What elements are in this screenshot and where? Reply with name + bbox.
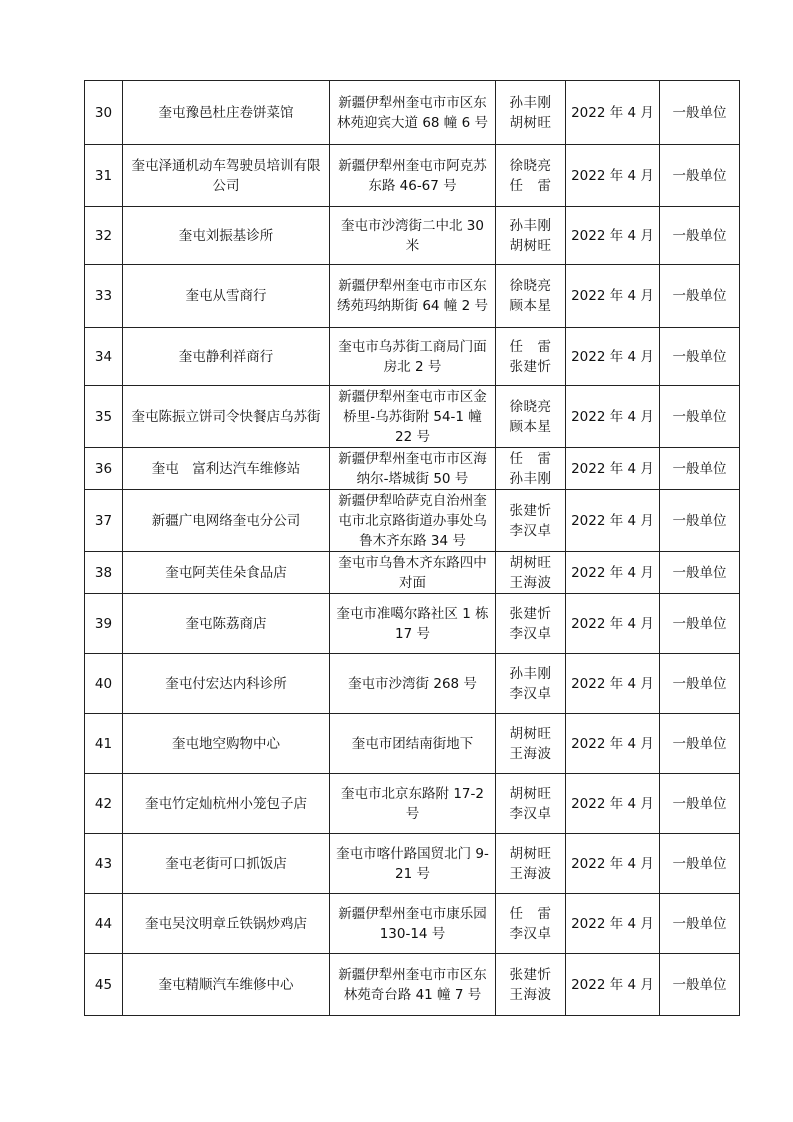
- unit-type: 一般单位: [660, 714, 740, 774]
- unit-type: 一般单位: [660, 207, 740, 265]
- inspectors: [496, 894, 566, 954]
- row-number: 35: [85, 386, 123, 448]
- unit-address: [330, 714, 496, 774]
- unit-name: 奎屯豫邑杜庄卷饼菜馆: [123, 81, 330, 145]
- address-text: 新疆伊犁州奎屯市康乐园 130-14 号: [338, 905, 487, 942]
- inspector-name: 胡树旺: [509, 554, 552, 571]
- unit-type: 一般单位: [660, 954, 740, 1016]
- unit-name: 奎屯精顺汽车维修中心: [123, 954, 330, 1016]
- unit-name: 奎屯刘振基诊所: [123, 207, 330, 265]
- unit-address: [330, 145, 496, 207]
- address-text: 奎屯市喀什路国贸北门 9-21 号: [336, 845, 489, 882]
- row-number: 31: [85, 145, 123, 207]
- inspectors: [496, 552, 566, 594]
- inspection-date: 2022 年 4 月: [566, 81, 660, 145]
- address-text: 奎屯市沙湾街二中北 30 米: [341, 217, 484, 254]
- table-row: [85, 265, 740, 328]
- unit-name: 奎屯付宏达内科诊所: [123, 654, 330, 714]
- unit-name: 奎屯静利祥商行: [123, 328, 330, 386]
- inspection-date: 2022 年 4 月: [566, 834, 660, 894]
- unit-address: [330, 386, 496, 448]
- unit-type: 一般单位: [660, 328, 740, 386]
- unit-address: [330, 448, 496, 490]
- inspector-name: 王海波: [509, 745, 552, 762]
- inspector-name: 任 雷: [509, 905, 552, 922]
- inspection-date: 2022 年 4 月: [566, 448, 660, 490]
- inspector-name: 胡树旺: [509, 114, 552, 131]
- inspection-date: 2022 年 4 月: [566, 594, 660, 654]
- unit-type: 一般单位: [660, 594, 740, 654]
- inspector-name: 任 雷: [509, 177, 552, 194]
- inspector-name: 李汉卓: [509, 625, 552, 642]
- inspection-date: 2022 年 4 月: [566, 490, 660, 552]
- inspectors: [496, 145, 566, 207]
- table-row: [85, 386, 740, 448]
- unit-address: [330, 594, 496, 654]
- inspection-date: 2022 年 4 月: [566, 145, 660, 207]
- unit-type: 一般单位: [660, 654, 740, 714]
- unit-type: 一般单位: [660, 552, 740, 594]
- inspector-name: 王海波: [509, 986, 552, 1003]
- table-row: [85, 654, 740, 714]
- inspector-name: 孙丰刚: [509, 470, 552, 487]
- inspector-name: 任 雷: [509, 338, 552, 355]
- address-text: 新疆伊犁州奎屯市市区金桥里-乌苏街附 54-1 幢 22 号: [338, 388, 487, 445]
- unit-address: [330, 954, 496, 1016]
- inspectors: [496, 207, 566, 265]
- unit-address: [330, 207, 496, 265]
- inspector-name: 李汉卓: [509, 805, 552, 822]
- inspector-name: 孙丰刚: [509, 665, 552, 682]
- address-text: 新疆伊犁州奎屯市市区东绣苑玛纳斯街 64 幢 2 号: [337, 278, 488, 314]
- row-number: 30: [85, 81, 123, 145]
- inspection-date: 2022 年 4 月: [566, 774, 660, 834]
- inspection-date: 2022 年 4 月: [566, 954, 660, 1016]
- row-number: 42: [85, 774, 123, 834]
- unit-name: 奎屯地空购物中心: [123, 714, 330, 774]
- unit-name: 奎屯 富利达汽车维修站: [123, 448, 330, 490]
- row-number: 32: [85, 207, 123, 265]
- unit-name: 新疆广电网络奎屯分公司: [123, 490, 330, 552]
- inspectors: [496, 594, 566, 654]
- table-row: [85, 594, 740, 654]
- unit-registry-table: [84, 80, 740, 1016]
- unit-type: 一般单位: [660, 145, 740, 207]
- unit-name: 奎屯竹定灿杭州小笼包子店: [123, 774, 330, 834]
- row-number: 33: [85, 265, 123, 328]
- unit-name: 奎屯老街可口抓饭店: [123, 834, 330, 894]
- unit-name: 奎屯陈荔商店: [123, 594, 330, 654]
- address-text: 新疆伊犁州奎屯市市区东林苑迎宾大道 68 幢 6 号: [337, 94, 488, 131]
- unit-name: 奎屯泽通机动车驾驶员培训有限公司: [123, 145, 330, 207]
- row-number: 45: [85, 954, 123, 1016]
- inspectors: [496, 654, 566, 714]
- inspector-name: 王海波: [509, 865, 552, 882]
- address-text: 奎屯市准噶尔路社区 1 栋 17 号: [336, 605, 489, 642]
- row-number: 40: [85, 654, 123, 714]
- address-text: 新疆伊犁州奎屯市市区海纳尔-塔城街 50 号: [338, 450, 487, 487]
- table-row: [85, 328, 740, 386]
- inspector-name: 任 雷: [509, 450, 552, 467]
- inspectors: [496, 954, 566, 1016]
- unit-name: 奎屯阿芙佳朵食品店: [123, 552, 330, 594]
- unit-type: 一般单位: [660, 386, 740, 448]
- unit-type: 一般单位: [660, 81, 740, 145]
- address-text: 新疆伊犁州奎屯市阿克苏东路 46-67 号: [338, 157, 487, 194]
- row-number: 37: [85, 490, 123, 552]
- inspector-name: 胡树旺: [509, 845, 552, 862]
- inspector-name: 徐晓亮: [509, 157, 552, 174]
- unit-name: 奎屯陈振立饼司令快餐店乌苏街: [123, 386, 330, 448]
- address-text: 奎屯市北京东路附 17-2 号: [341, 785, 484, 822]
- inspectors: [496, 265, 566, 328]
- table-row: [85, 774, 740, 834]
- inspector-name: 张建忻: [509, 966, 552, 983]
- address-text: 奎屯市团结南街地下: [351, 735, 474, 752]
- inspection-date: 2022 年 4 月: [566, 552, 660, 594]
- unit-type: 一般单位: [660, 774, 740, 834]
- table-row: [85, 145, 740, 207]
- inspectors: [496, 328, 566, 386]
- inspection-date: 2022 年 4 月: [566, 654, 660, 714]
- row-number: 41: [85, 714, 123, 774]
- inspectors: [496, 834, 566, 894]
- row-number: 36: [85, 448, 123, 490]
- table-row: [85, 448, 740, 490]
- inspection-date: 2022 年 4 月: [566, 894, 660, 954]
- unit-type: 一般单位: [660, 448, 740, 490]
- inspectors: [496, 448, 566, 490]
- table-row: [85, 207, 740, 265]
- table-row: [85, 894, 740, 954]
- address-text: 奎屯市沙湾街 268 号: [348, 675, 477, 692]
- unit-address: [330, 894, 496, 954]
- unit-name: 奎屯从雪商行: [123, 265, 330, 328]
- inspector-name: 徐晓亮: [509, 398, 552, 415]
- table-row: [85, 954, 740, 1016]
- inspectors: [496, 774, 566, 834]
- inspector-name: 胡树旺: [509, 785, 552, 802]
- inspector-name: 胡树旺: [509, 237, 552, 254]
- inspector-name: 孙丰刚: [509, 94, 552, 111]
- address-text: 新疆伊犁州奎屯市市区东林苑奇台路 41 幢 7 号: [338, 966, 487, 1003]
- inspector-name: 李汉卓: [509, 685, 552, 702]
- unit-name: 奎屯吴汶明章丘铁锅炒鸡店: [123, 894, 330, 954]
- row-number: 43: [85, 834, 123, 894]
- inspection-date: 2022 年 4 月: [566, 265, 660, 328]
- inspector-name: 李汉卓: [509, 925, 552, 942]
- inspector-name: 李汉卓: [509, 522, 552, 539]
- inspector-name: 张建忻: [509, 358, 552, 375]
- inspector-name: 张建忻: [509, 605, 552, 622]
- inspector-name: 王海波: [509, 574, 552, 591]
- unit-address: [330, 81, 496, 145]
- inspector-name: 张建忻: [509, 502, 552, 519]
- inspection-date: 2022 年 4 月: [566, 207, 660, 265]
- address-text: 奎屯市乌鲁木齐东路四中对面: [338, 554, 487, 591]
- table-row: [85, 490, 740, 552]
- unit-type: 一般单位: [660, 265, 740, 328]
- table-row: [85, 81, 740, 145]
- table-row: [85, 552, 740, 594]
- inspectors: [496, 490, 566, 552]
- inspectors: [496, 81, 566, 145]
- row-number: 34: [85, 328, 123, 386]
- unit-address: [330, 490, 496, 552]
- row-number: 38: [85, 552, 123, 594]
- inspection-date: 2022 年 4 月: [566, 328, 660, 386]
- unit-type: 一般单位: [660, 490, 740, 552]
- unit-type: 一般单位: [660, 894, 740, 954]
- unit-type: 一般单位: [660, 834, 740, 894]
- row-number: 39: [85, 594, 123, 654]
- inspector-name: 孙丰刚: [509, 217, 552, 234]
- inspection-date: 2022 年 4 月: [566, 386, 660, 448]
- unit-address: [330, 552, 496, 594]
- registry-table-body: [85, 81, 740, 1016]
- inspector-name: 徐晓亮: [509, 278, 552, 294]
- inspector-name: 顾本星: [509, 418, 552, 435]
- inspector-name: 胡树旺: [509, 725, 552, 742]
- inspector-name: 顾本星: [509, 298, 552, 314]
- inspection-date: 2022 年 4 月: [566, 714, 660, 774]
- unit-address: [330, 774, 496, 834]
- address-text: 奎屯市乌苏街工商局门面房北 2 号: [338, 338, 487, 375]
- row-number: 44: [85, 894, 123, 954]
- unit-address: [330, 654, 496, 714]
- table-row: [85, 834, 740, 894]
- inspectors: [496, 714, 566, 774]
- unit-address: [330, 834, 496, 894]
- inspectors: [496, 386, 566, 448]
- unit-address: [330, 328, 496, 386]
- unit-address: [330, 265, 496, 328]
- table-row: [85, 714, 740, 774]
- address-text: 新疆伊犁哈萨克自治州奎屯市北京路街道办事处乌鲁木齐东路 34 号: [338, 492, 487, 549]
